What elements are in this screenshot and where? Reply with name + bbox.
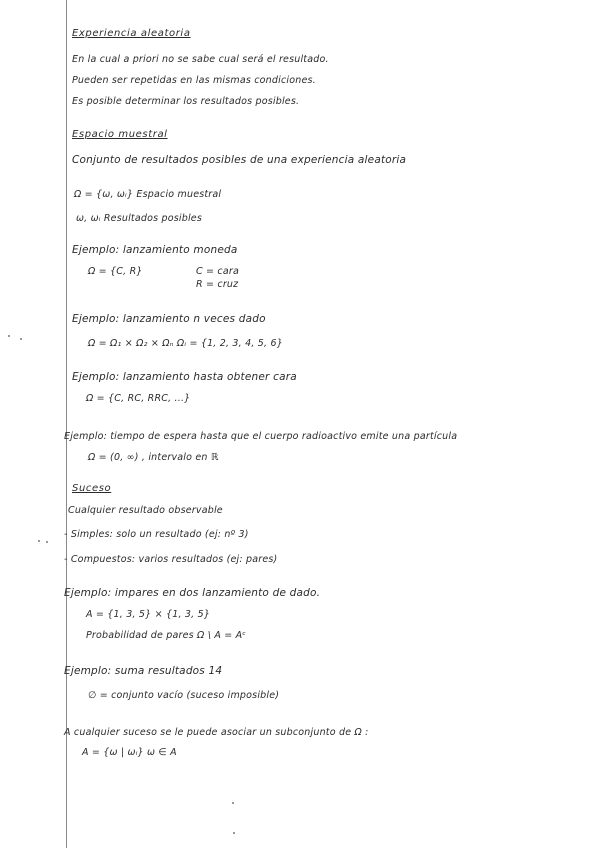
margin-line	[66, 0, 67, 848]
example-line: Ejemplo: impares en dos lanzamiento de dado.	[64, 587, 321, 599]
heading-experiencia: Experiencia aleatoria	[72, 28, 191, 39]
text-line: A cualquier suceso se le puede asociar un subconjunto de Ω :	[64, 727, 369, 738]
text-line: Es posible determinar los resultados posibles.	[72, 96, 300, 107]
text-line: C = cara	[196, 266, 240, 277]
heading-suceso: Suceso	[72, 483, 112, 494]
text-line: Pueden ser repetidas en las mismas condiciones.	[72, 75, 316, 86]
scan-speck	[233, 832, 235, 834]
scan-speck	[20, 338, 22, 340]
formula-line: Ω = {C, R}	[88, 266, 143, 277]
example-line: Ejemplo: lanzamiento moneda	[72, 244, 238, 256]
text-line: ω, ωᵢ Resultados posibles	[76, 213, 202, 224]
formula-line: A = {1, 3, 5} × {1, 3, 5}	[86, 609, 211, 620]
formula-line: A = {ω | ωᵢ} ω ∈ A	[82, 747, 177, 758]
text-line: Conjunto de resultados posibles de una experiencia aleatoria	[72, 154, 407, 166]
text-line: Probabilidad de pares Ω \ A = Aᶜ	[86, 630, 247, 641]
example-line: Ejemplo: suma resultados 14	[64, 665, 223, 677]
example-line: Ejemplo: lanzamiento n veces dado	[72, 313, 266, 325]
text-line: En la cual a priori no se sabe cual será el resultado.	[72, 54, 329, 65]
text-line: Cualquier resultado observable	[68, 505, 223, 516]
text-line: ∅ = conjunto vacío (suceso imposible)	[88, 690, 280, 701]
scan-speck	[232, 802, 234, 804]
text-line: R = cruz	[196, 279, 239, 290]
heading-espacio-muestral: Espacio muestral	[72, 129, 168, 140]
formula-line: Ω = (0, ∞) , intervalo en ℝ	[88, 452, 219, 463]
formula-line: Ω = Ω₁ × Ω₂ × Ωₙ Ωᵢ = {1, 2, 3, 4, 5, 6}	[88, 338, 283, 349]
scan-speck	[46, 541, 48, 543]
example-line: Ejemplo: lanzamiento hasta obtener cara	[72, 371, 297, 383]
formula-line: Ω = {ω, ωᵢ} Espacio muestral	[74, 189, 222, 200]
example-line: Ejemplo: tiempo de espera hasta que el cuerpo radioactivo emite una partícula	[64, 431, 458, 442]
text-line: - Compuestos: varios resultados (ej: pares)	[64, 554, 278, 565]
scan-speck	[38, 540, 40, 542]
scan-speck	[8, 335, 10, 337]
text-line: - Simples: solo un resultado (ej: nº 3)	[64, 529, 249, 540]
formula-line: Ω = {C, RC, RRC, ...}	[86, 393, 191, 404]
